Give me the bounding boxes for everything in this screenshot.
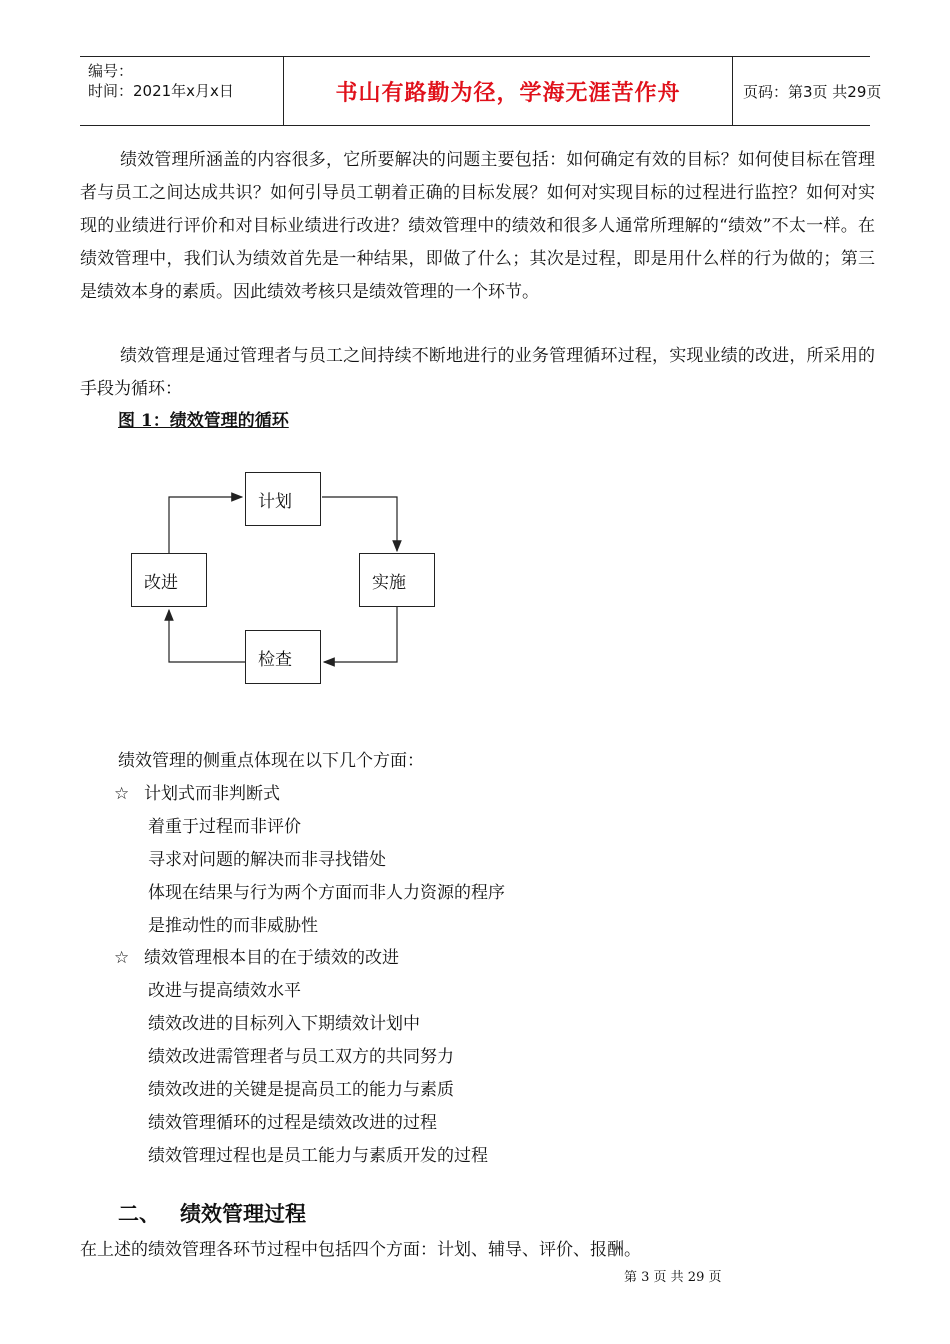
section-number: 二、 xyxy=(118,1202,160,1226)
group-title: 绩效管理根本目的在于绩效的改进 xyxy=(144,948,399,968)
document-date: 时间：2021年x月x日 xyxy=(88,82,234,100)
list-item: 绩效改进需管理者与员工双方的共同努力 xyxy=(148,1047,454,1067)
arrow-plan-to-implement xyxy=(322,497,397,551)
header-meta xyxy=(80,57,283,125)
header-page-info: 页码：第3页 共29页 xyxy=(743,82,882,101)
list-item: 绩效管理循环的过程是绩效改进的过程 xyxy=(148,1113,437,1133)
arrow-implement-to-check xyxy=(324,607,397,662)
list-item: 寻求对问题的解决而非寻找错处 xyxy=(148,850,386,870)
section-text: 在上述的绩效管理各环节过程中包括四个方面：计划、辅导、评价、报酬。 xyxy=(80,1240,641,1260)
group-title: 计划式而非判断式 xyxy=(144,784,280,804)
paragraph-scope: 绩效管理所涵盖的内容很多，它所要解决的问题主要包括：如何确定有效的目标？如何使目标在管理者与员工之间达成共识？如何引导员工朝着正确的目标发展？如何对实现目标的过程进行监控？如何对实现的业绩进行评价和对目标业绩进行改进？绩效管理中的绩效和很多人通常所理解的“绩效”不太一样。在绩效管理中，我们认为绩效首先是一种结果，即做了什么；其次是过程，即是用什么样的行为做的；第三是绩效本身的素质。因此绩效考核只是绩效管理的一个环节。 xyxy=(80,150,875,302)
star-bullet-icon: ☆ xyxy=(114,948,130,968)
emphasis-group-1 xyxy=(114,780,280,808)
list-item: 绩效改进的目标列入下期绩效计划中 xyxy=(148,1014,420,1034)
emphasis-group-2 xyxy=(114,944,399,972)
list-item: 是推动性的而非威胁性 xyxy=(148,916,318,936)
figure-caption: 图 1：绩效管理的循环 xyxy=(118,411,289,431)
section-title: 绩效管理过程 xyxy=(180,1202,306,1226)
emphasis-intro: 绩效管理的侧重点体现在以下几个方面： xyxy=(118,751,424,771)
list-item: 体现在结果与行为两个方面而非人力资源的程序 xyxy=(148,883,505,903)
node-check: 检查 xyxy=(245,630,321,684)
section-heading xyxy=(118,1198,306,1230)
header-motto: 书山有路勤为径，学海无涯苦作舟 xyxy=(283,57,733,125)
node-implement: 实施 xyxy=(359,553,435,607)
paragraph-cycle: 绩效管理是通过管理者与员工之间持续不断地进行的业务管理循环过程，实现业绩的改进，所采用的手段为循环： xyxy=(80,346,875,399)
star-bullet-icon: ☆ xyxy=(114,784,130,804)
document-number-label: 编号： xyxy=(88,62,134,80)
arrow-check-to-improve xyxy=(169,610,245,662)
list-item: 改进与提高绩效水平 xyxy=(148,981,301,1001)
page-footer: 第 3 页 共 29 页 xyxy=(624,1270,722,1285)
list-item: 绩效改进的关键是提高员工的能力与素质 xyxy=(148,1080,454,1100)
node-plan: 计划 xyxy=(245,472,321,526)
node-improve: 改进 xyxy=(131,553,207,607)
arrow-improve-to-plan xyxy=(169,497,242,553)
list-item: 着重于过程而非评价 xyxy=(148,817,301,837)
performance-cycle-diagram xyxy=(120,470,450,700)
list-item: 绩效管理过程也是员工能力与素质开发的过程 xyxy=(148,1146,488,1166)
document-header xyxy=(80,56,882,126)
